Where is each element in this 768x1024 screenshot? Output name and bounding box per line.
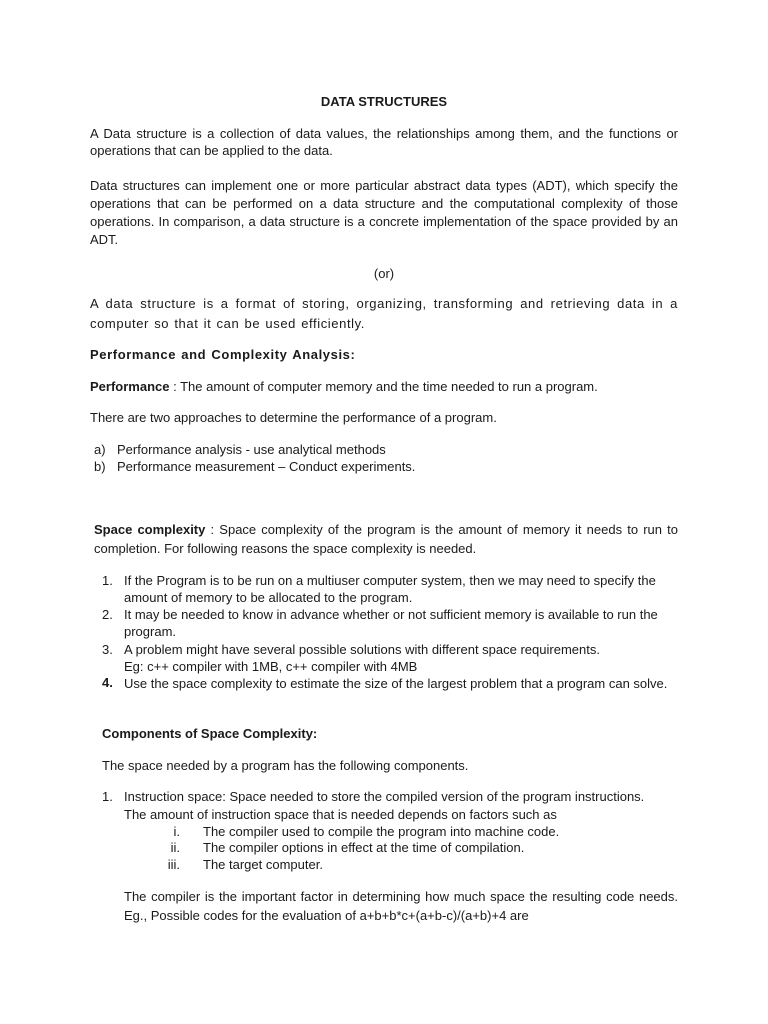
list-item-text: A problem might have several possible solutions with different space requirements. bbox=[124, 642, 600, 657]
list-item bbox=[150, 839, 678, 856]
list-marker: 3. bbox=[102, 642, 113, 657]
intro-paragraph-3: A data structure is a format of storing, organizing, transforming and retrieving data in a computer so that it can be used efficiently. bbox=[90, 296, 678, 331]
performance-definition-text: : The amount of computer memory and the time needed to run a program. bbox=[169, 379, 598, 394]
components-intro: The space needed by a program has the following components. bbox=[102, 758, 469, 773]
list-marker: a) bbox=[94, 442, 106, 457]
intro-paragraph-2: Data structures can implement one or more particular abstract data types (ADT), which specify the operations that can be performed on a data structure and the computational complexity of those operations. In comparison, a data structure is a concrete implementation of the space provided by an ADT. bbox=[90, 178, 678, 247]
list-marker: 4. bbox=[102, 675, 113, 690]
list-item-text: The compiler used to compile the program into machine code. bbox=[203, 824, 560, 839]
closing-paragraph: The compiler is the important factor in determining how much space the resulting code needs. Eg., Possible codes for the evaluation of a+b+b*c+(a+b-c)/(a+b)+4 are bbox=[124, 889, 678, 923]
performance-heading: Performance and Complexity Analysis: bbox=[90, 347, 356, 362]
document-title: DATA STRUCTURES bbox=[320, 94, 448, 109]
list-marker: iii. bbox=[167, 857, 180, 872]
list-item-text: Performance measurement – Conduct experiments. bbox=[117, 459, 416, 474]
list-item-text: Instruction space: Space needed to store the compiled version of the program instructions. bbox=[124, 789, 645, 804]
list-marker: ii. bbox=[170, 840, 180, 855]
list-item-text: Use the space complexity to estimate the size of the largest problem that a program can solve. bbox=[124, 676, 668, 691]
space-complexity-paragraph bbox=[94, 520, 678, 558]
list-item-text: If the Program is to be run on a multiuser computer system, then we may need to specify the amount of memory to be allocated to the program. bbox=[124, 573, 656, 605]
list-item-text: The target computer. bbox=[203, 857, 323, 872]
list-marker: i. bbox=[173, 824, 180, 839]
approaches-intro: There are two approaches to determine the performance of a program. bbox=[90, 410, 497, 425]
list-item bbox=[94, 458, 674, 475]
list-marker: 2. bbox=[102, 607, 113, 622]
intro-paragraph-1: A Data structure is a collection of data values, the relationships among them, and the functions or operations that can be applied to the data. bbox=[90, 126, 678, 158]
list-item bbox=[150, 856, 678, 873]
or-separator: (or) bbox=[373, 266, 395, 281]
list-marker: 1. bbox=[102, 789, 113, 804]
list-item bbox=[94, 441, 674, 458]
list-item-text: The compiler options in effect at the time of compilation. bbox=[203, 840, 525, 855]
space-complexity-text: : Space complexity of the program is the amount of memory it needs to run to completion. For following reasons the space complexity is needed. bbox=[94, 522, 678, 556]
list-marker: b) bbox=[94, 459, 106, 474]
components-heading: Components of Space Complexity: bbox=[102, 726, 318, 741]
performance-definition bbox=[90, 378, 678, 395]
space-complexity-term: Space complexity bbox=[94, 522, 206, 537]
list-item-subtext: The amount of instruction space that is needed depends on factors such as bbox=[124, 807, 557, 822]
list-item-text: Performance analysis - use analytical methods bbox=[117, 442, 386, 457]
performance-term: Performance bbox=[90, 379, 170, 394]
list-item-example: Eg: c++ compiler with 1MB, c++ compiler with 4MB bbox=[124, 659, 418, 674]
list-marker: 1. bbox=[102, 573, 113, 588]
list-item bbox=[150, 823, 678, 840]
list-item-text: It may be needed to know in advance whether or not sufficient memory is available to run the program. bbox=[124, 607, 658, 639]
